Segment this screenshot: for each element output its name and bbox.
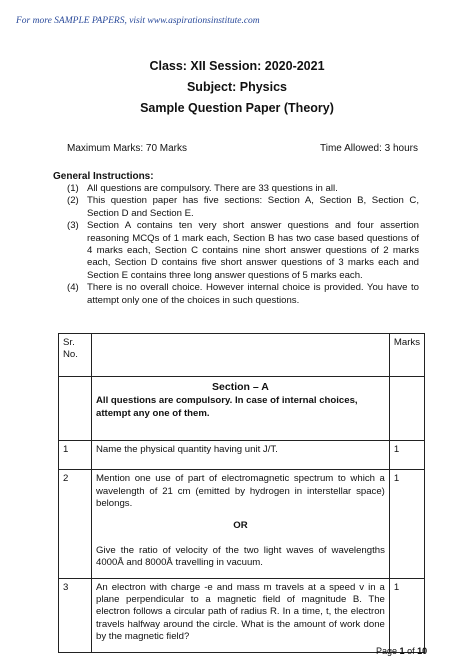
paper-title: Sample Question Paper (Theory): [140, 101, 334, 115]
questions-table: [58, 333, 425, 653]
question-text: An electron with charge -e and mass m travels at a speed v in a plane perpendicular to a magnetic field of magnitude B. The electron follows a circular path of radius R. In a time, t, the electron travels halfway around the circle. What is the amount of work done by the magnetic field?: [92, 578, 390, 652]
question-number: 1: [59, 441, 92, 470]
class-session-title: Class: XII Session: 2020-2021: [149, 59, 325, 73]
instruction-item: [67, 183, 419, 195]
instruction-text: Section A contains ten very short answer questions and four assertion reasoning MCQs of 1 mark each, Section B has two case based questions of 4 marks each, Section C contains nine short answer questions of 2 marks each, Section D contains five short answer questions of 3 marks each and Section E contains three long answer questions of 5 marks each.: [87, 220, 419, 281]
subject-title: Subject: Physics: [186, 80, 288, 94]
header-sr-no: Sr. No.: [59, 334, 92, 377]
or-separator: OR: [233, 520, 248, 532]
instruction-number: (1): [67, 183, 79, 194]
question-number: 3: [59, 578, 92, 652]
instruction-number: (4): [67, 282, 79, 294]
table-header-row: [59, 334, 425, 377]
page-number: 1: [399, 646, 405, 656]
instruction-text: This question paper has five sections: Section A, Section B, Section C, Section D and Section E.: [87, 195, 419, 219]
section-empty-cell: [59, 377, 92, 441]
maximum-marks: Maximum Marks: 70 Marks: [67, 143, 188, 154]
instruction-item: [67, 282, 419, 307]
instruction-number: (3): [67, 220, 79, 232]
question-number: 2: [59, 470, 92, 578]
page-footer: [376, 646, 427, 656]
section-note: All questions are compulsory. In case of internal choices, attempt any one of them.: [96, 395, 358, 419]
question-marks: 1: [389, 470, 424, 578]
question-text: Mention one use of part of electromagnetic spectrum to which a wavelength of 21 cm (emitted by hydrogen in interstellar space) belongs.: [96, 473, 385, 510]
section-heading: Section – A: [212, 381, 269, 393]
section-row: [59, 377, 425, 441]
table-row: [59, 470, 425, 578]
general-instructions-title: General Instructions:: [53, 171, 154, 182]
of-label: of: [407, 646, 415, 656]
section-cell: [92, 377, 390, 441]
instruction-item: [67, 220, 419, 282]
question-alt-text: Give the ratio of velocity of the two light waves of wavelengths 4000Å and 8000Å travelling in vacuum.: [96, 544, 385, 569]
instruction-text: There is no overall choice. However internal choice is provided. You have to attempt only one of the choices in such questions.: [87, 282, 419, 306]
instruction-number: (2): [67, 195, 79, 207]
table-row: [59, 441, 425, 470]
header-question: [92, 334, 390, 377]
question-text: Name the physical quantity having unit J/T.: [92, 441, 390, 470]
table-row: [59, 578, 425, 652]
section-marks-cell: [389, 377, 424, 441]
page-total: 10: [417, 646, 428, 656]
header-marks: Marks: [389, 334, 424, 377]
header-link[interactable]: For more SAMPLE PAPERS, visit www.aspirationsinstitute.com: [16, 16, 260, 26]
instruction-item: [67, 195, 419, 220]
question-cell: [92, 470, 390, 578]
question-marks: 1: [389, 441, 424, 470]
instruction-text: All questions are compulsory. There are 33 questions in all.: [87, 183, 338, 194]
page-label: Page: [376, 646, 398, 656]
question-marks: 1: [389, 578, 424, 652]
time-allowed: Time Allowed: 3 hours: [320, 143, 419, 154]
instructions-list: [67, 183, 419, 307]
